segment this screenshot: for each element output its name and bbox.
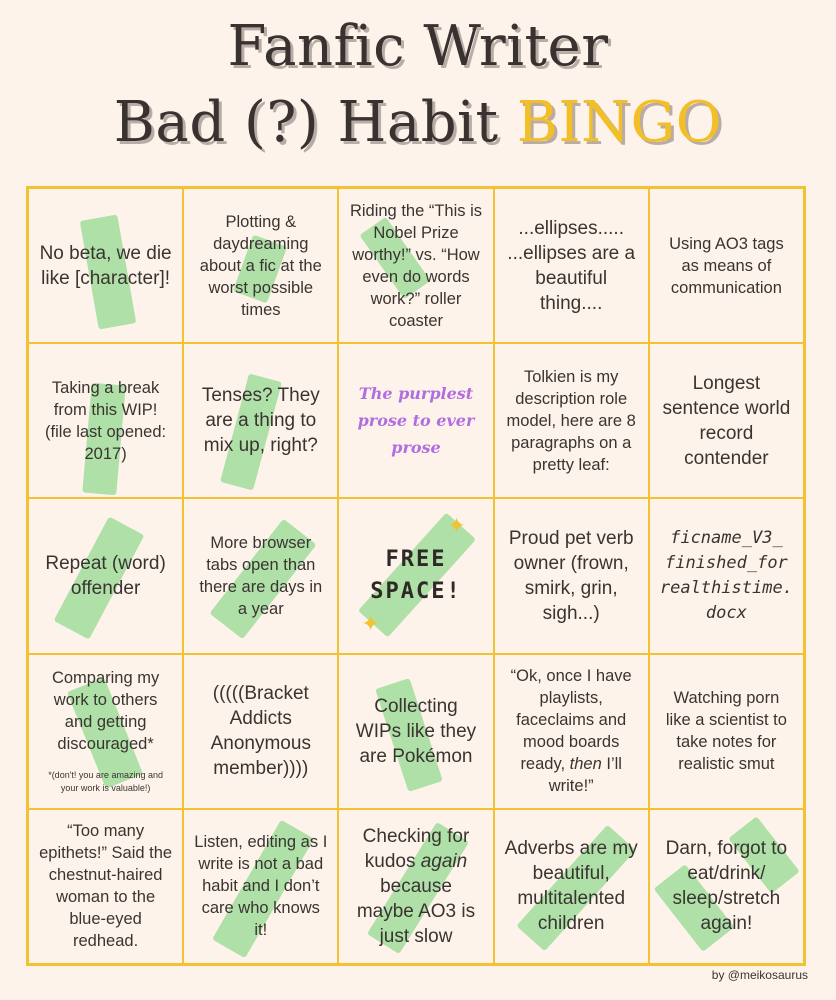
cell-text [39,667,172,795]
cell-text: Riding the “This is Nobel Prize worthy!” vs. “How even do words work?” roller coaster [349,201,483,330]
bingo-cell[interactable] [183,654,338,809]
cell-text: Tolkien is my description role model, here are 8 paragraphs on a pretty leaf: [506,367,636,474]
cell-text: Plotting & daydreaming about a fic at the worst possible times [199,212,322,319]
cell-text: Longest sentence world record contender [662,372,791,469]
cell-text-part: because maybe AO3 is just slow [356,875,476,947]
title-line-2 [0,92,836,154]
cell-text: Darn, forgot to eat/drink/ sleep/stretch again! [665,838,788,935]
cell-text: Taking a break from this WIP! (file last opened: 2017) [45,378,167,463]
bingo-cell[interactable] [494,343,649,498]
bingo-cell[interactable] [28,343,183,498]
cell-text: The purplest prose to ever prose [357,384,475,458]
cell-text: Adverbs are my beautiful, multitalented children [504,838,638,935]
bingo-cell[interactable] [183,188,338,343]
title-bingo-word: BINGO [516,90,723,155]
cell-text: No beta, we die like [character]! [39,242,172,289]
bingo-cell[interactable] [183,498,338,653]
bingo-cell[interactable] [28,809,183,964]
bingo-cell[interactable] [183,809,338,964]
bingo-cell[interactable] [183,343,338,498]
cell-text: Tenses? They are a thing to mix up, right? [201,385,320,457]
bingo-cell[interactable] [338,809,493,964]
cell-footnote: *(don't! you are amazing and your work is valuable!) [48,770,163,794]
cell-text: Repeat (word) offender [45,552,166,599]
title-prefix: Bad (?) Habit [113,90,517,155]
sparkle-icon: ✦ [361,611,380,637]
bingo-cell[interactable] [338,188,493,343]
cell-text: More browser tabs open than there are days in a year [199,533,323,618]
cell-text-part: Checking for kudos [362,825,470,872]
cell-text: Collecting WIPs like they are Pokémon [355,695,477,767]
cell-text-emphasis: then [569,755,602,774]
cell-text: (((((Bracket Addicts Anonymous member)))) [210,683,311,780]
free-space-text: FREE SPACE! [370,546,462,604]
cell-text: Listen, editing as I write is not a bad habit and I don’t care who knows it! [194,833,328,940]
cell-text: ...ellipses..... ...ellipses are a beautiful thing.... [507,217,636,314]
bingo-cell[interactable] [494,498,649,653]
bingo-grid [26,186,806,966]
sparkle-icon: ✦ [447,513,466,539]
bingo-cell[interactable] [649,498,804,653]
cell-text: Using AO3 tags as means of communication [669,234,784,297]
bingo-cell[interactable] [338,498,493,653]
cell-text: Watching porn like a scientist to take notes for realistic smut [665,689,787,774]
bingo-cell[interactable] [494,188,649,343]
bingo-cell[interactable] [28,188,183,343]
bingo-cell[interactable] [338,343,493,498]
bingo-cell[interactable] [28,654,183,809]
title-line-1: Fanfic Writer [227,14,609,79]
bingo-cell[interactable] [28,498,183,653]
credit-text: by @meikosaurus [711,968,808,982]
cell-text-emphasis: again [420,850,468,872]
bingo-cell[interactable] [649,188,804,343]
cell-text [505,665,638,797]
bingo-cell[interactable] [649,343,804,498]
bingo-cell[interactable] [494,654,649,809]
cell-text: “Too many epithets!” Said the chestnut-haired woman to the blue-eyed redhead. [39,822,173,951]
cell-text [349,824,482,949]
bingo-cell[interactable] [649,654,804,809]
cell-text-part: “Ok, once I have playlists, faceclaims and mood boards ready, [510,667,632,774]
cell-main-text: Comparing my work to others and getting discouraged* [51,669,160,754]
cell-text-part: I’ll write!” [548,755,622,796]
bingo-cell[interactable] [494,809,649,964]
cell-text: ficname_V3_ finished_for realthistime. docx [659,527,793,623]
bingo-cell[interactable] [649,809,804,964]
cell-text: Proud pet verb owner (frown, smirk, grin, sigh...) [508,527,634,624]
bingo-cell[interactable] [338,654,493,809]
